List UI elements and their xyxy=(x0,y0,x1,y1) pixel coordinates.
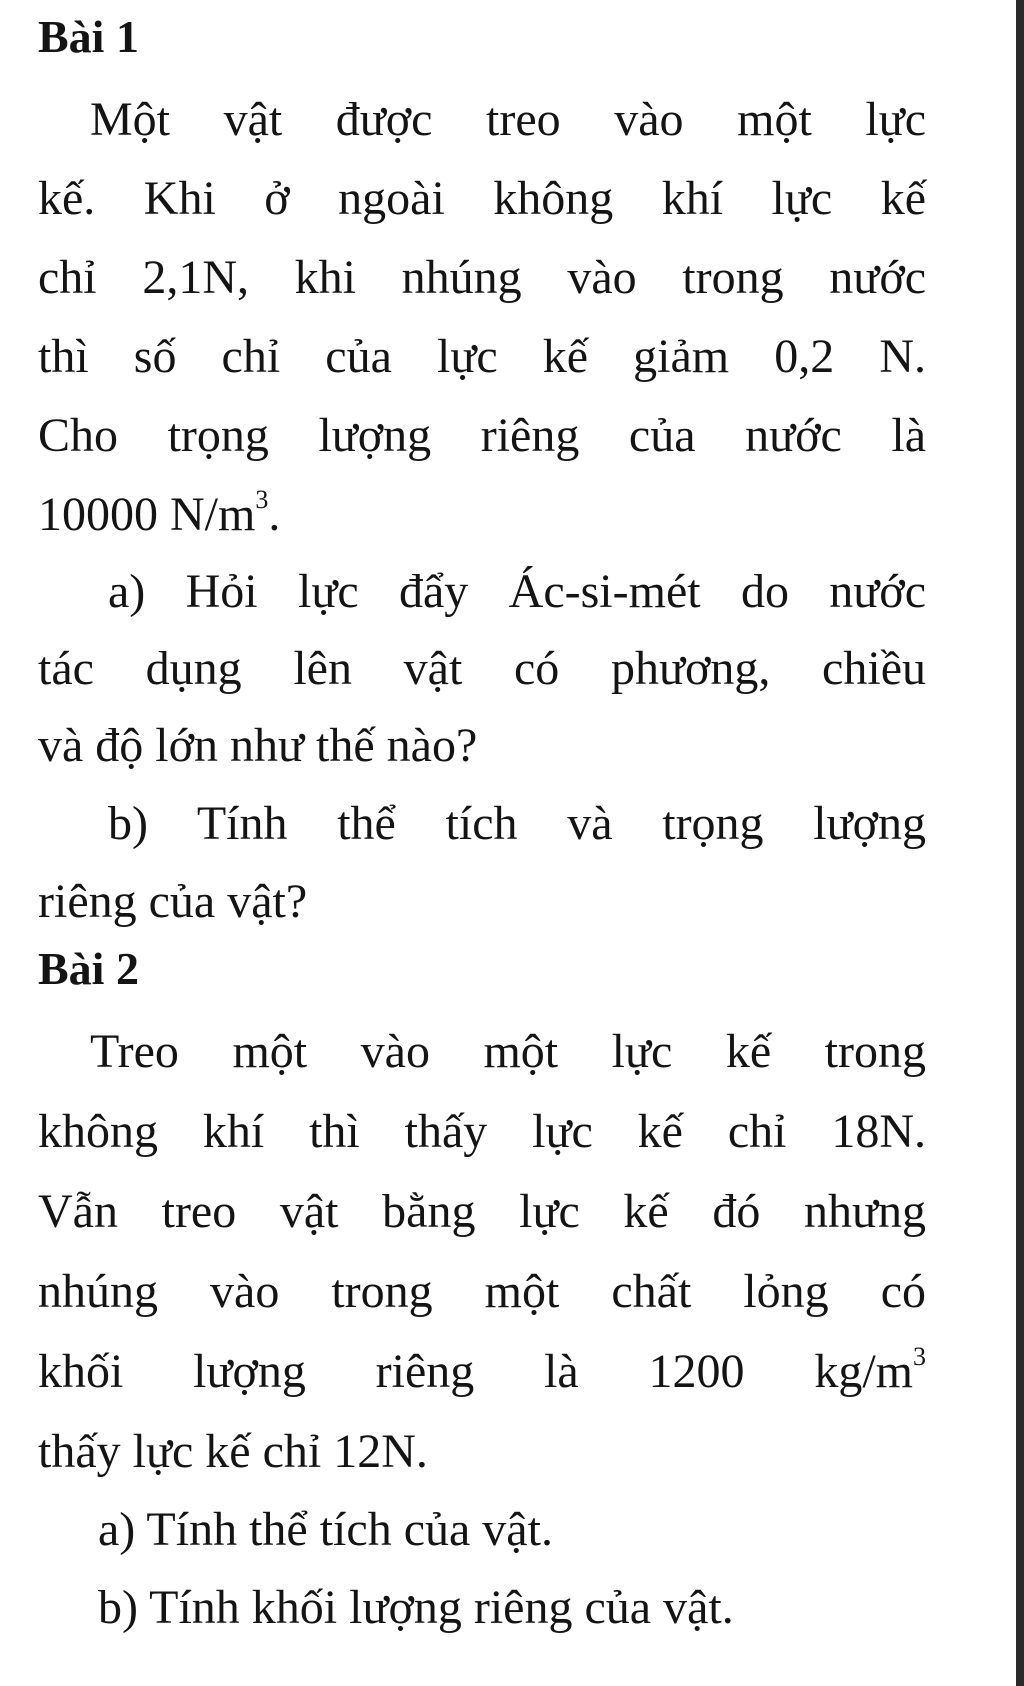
bai1-paragraph-line: Một vật được treo vào một lực xyxy=(90,93,926,146)
bai1-question-a-line: tác dụng lên vật có phương, chiều xyxy=(38,642,926,695)
page-edge-border xyxy=(1016,0,1024,1686)
bai2-question-a: a) Tính thể tích của vật. xyxy=(98,1503,553,1556)
bai1-question-b-line: b) Tính thể tích và trọng lượng xyxy=(108,797,926,850)
bai1-paragraph-line: Cho trọng lượng riêng của nước là xyxy=(38,409,926,462)
bai2-question-b: b) Tính khối lượng riêng của vật. xyxy=(98,1581,734,1634)
unit-value: 10000 N/m xyxy=(38,488,256,541)
bai1-paragraph-line: thì số chỉ của lực kế giảm 0,2 N. xyxy=(38,330,926,383)
bai2-heading: Bài 2 xyxy=(38,943,139,994)
bai1-paragraph-line: kế. Khi ở ngoài không khí lực kế xyxy=(38,172,926,225)
unit-end: . xyxy=(268,488,281,541)
bai1-unit-line xyxy=(38,485,281,541)
bai1-question-a-line: và độ lớn như thế nào? xyxy=(38,719,478,772)
bai2-paragraph-line: không khí thì thấy lực kế chỉ 18N. xyxy=(38,1105,926,1158)
bai2-paragraph-line: Vẫn treo vật bằng lực kế đó nhưng xyxy=(38,1185,926,1238)
bai2-paragraph-line: nhúng vào trong một chất lỏng có xyxy=(38,1265,926,1318)
density-text: khối lượng riêng là 1200 kg/m xyxy=(38,1345,913,1398)
bai2-last-line: thấy lực kế chỉ 12N. xyxy=(38,1425,428,1478)
bai2-density-line xyxy=(38,1342,926,1398)
bai1-paragraph-line: chỉ 2,1N, khi nhúng vào trong nước xyxy=(38,251,926,304)
bai1-question-a-line: a) Hỏi lực đẩy Ác-si-mét do nước xyxy=(108,565,926,618)
bai2-paragraph-line: Treo một vào một lực kế trong xyxy=(90,1025,926,1078)
density-exponent: 3 xyxy=(913,1342,926,1371)
bai1-question-b-line: riêng của vật? xyxy=(38,875,308,928)
unit-exponent: 3 xyxy=(255,485,269,514)
bai1-heading: Bài 1 xyxy=(38,11,139,62)
